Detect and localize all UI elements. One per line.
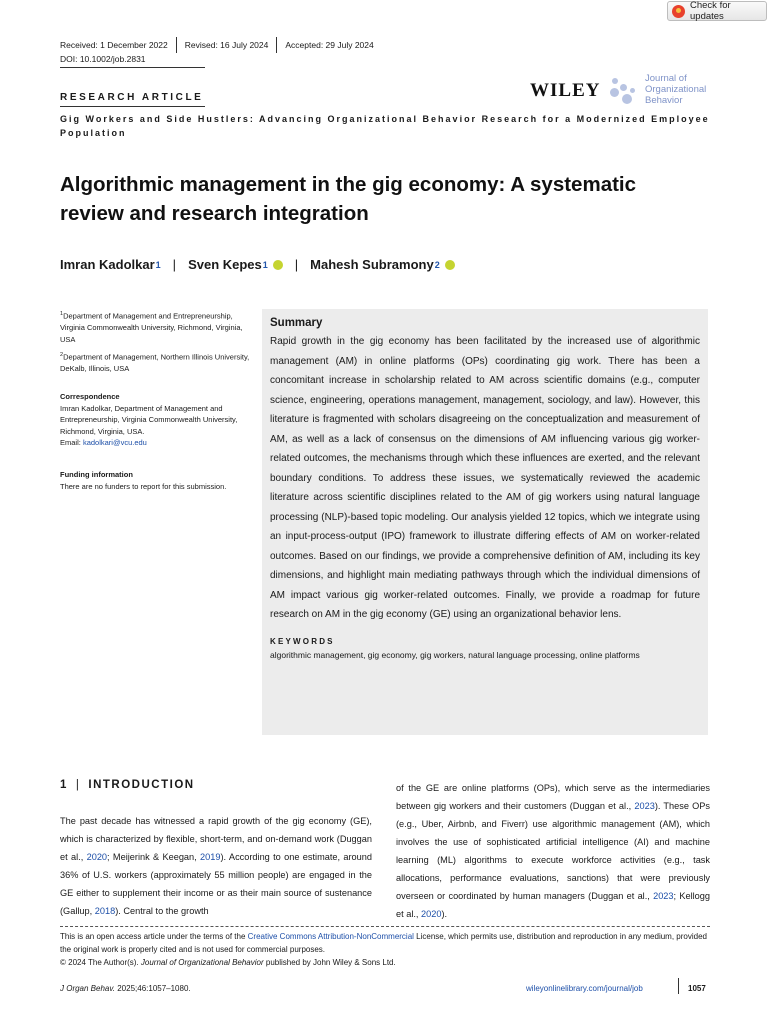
journal-logo-icon [610,76,638,106]
email-label: Email: [60,438,81,447]
section-heading [60,779,195,791]
summary-heading: Summary [270,317,323,329]
orcid-icon[interactable] [273,260,283,270]
article-type-divider [60,106,205,107]
author-affiliation-marker: 2 [434,259,440,270]
funding-text: There are no funders to report for this submission. [60,481,227,491]
summary-text: Rapid growth in the gig economy has been facilitated by the increased use of algorithmic management (AM) in online platforms (OPs) coordinating gig work. There has been a concomitant increase in scholarship related to AM across scientific domains (e.g., computer science, engineering, operations management, management, sociology, and law). However, this literature is fragmented with scholars disagreeing on the conceptualization and measurement of AM, as well as a lack of consensus on the dimensions of AM influencing various gig worker-related outcomes, the mechanisms through which these influences are exerted, and the relevant boundary conditions. To address these issues, we systematically reviewed the academic literature across scientific disciplines related to the AM of gig workers using natural language processing (NLP)-based topic modeling. Our analysis yielded 12 topics, which we integrate using an input-process-output (IPO) framework to illustrate differing effects of AM on worker-related outcomes. Based on our findings, we provide a comprehensive definition of AM, including its key dimensions, and highlight main mediating pathways through which the individual dimensions of AM impact various gig worker-related outcomes. Finally, we provide a roadmap for future research on AM in the gig economy (GE) using an organizational behavior lens. [270,336,700,620]
license-link[interactable]: Creative Commons Attribution-NonCommercial [247,932,414,941]
email-link[interactable]: kadolkari@vcu.edu [82,438,147,447]
summary-box [262,309,708,735]
article-title: Algorithmic management in the gig economy: A systematic review and research integration [60,173,637,225]
section-number: 1 [60,779,68,791]
journal-logo-line1: Journal of [645,73,687,84]
intro-paragraph-left: The past decade has witnessed a rapid growth of the gig economy (GE), which is characterized by flexible, short-term, and on-demand work (Duggan et al., 2020; Meijerink & Keegan, 2019). According to one estimate, around 36% of U.S. workers (approximately 55 million people) are engaged in the GE either to supplement their income or as their main source of sustenance (Gallup, 2018). Central to the growth [60,816,372,916]
wiley-logo: WILEY [530,80,601,101]
author-name[interactable]: Sven Kepes [188,257,262,272]
affiliation-1: $^1$Department of Management and Entrepreneurship, Virginia Commonwealth University, Richmond, Virginia, USA [60,311,243,344]
citation-link[interactable]: 2023 [634,801,655,811]
journal-logo-line2: Organizational [645,84,707,95]
author-affiliation-marker: 1 [262,259,268,270]
journal-url-link[interactable]: wileyonlinelibrary.com/journal/job [526,984,643,993]
license-notice: This is an open access article under the terms of the Creative Commons Attribution-NonCommercial License, which permits use, distribution and reproduction in any medium, provided the original work is properly cited and is not used for commercial purposes. © 2024 The Author(s). Journal of Organizational Behavior published by John Wiley & Sons Ltd. [60,932,707,967]
page-number: 1057 [688,984,706,993]
correspondence-text: Imran Kadolkar, Department of Management and Entrepreneurship, Virginia Commonwealth University, Richmond, Virginia, USA. [60,403,238,436]
funding-information [60,469,250,492]
orcid-icon[interactable] [445,260,455,270]
journal-name: Journal of Organizational Behavior [140,958,264,967]
keywords-text: algorithmic management, gig economy, gig workers, natural language processing, online platforms [270,649,640,660]
citation-link[interactable]: 2020 [86,852,108,862]
citation-link[interactable]: 2018 [94,906,116,916]
author-list [60,257,455,272]
check-for-updates-button[interactable] [667,1,767,21]
journal-logo-line3: Behavior [645,95,683,106]
accepted-date: Accepted: 29 July 2024 [276,37,381,53]
license-divider [60,926,710,927]
citation-link[interactable]: 2020 [421,909,442,919]
section-title: INTRODUCTION [88,779,195,791]
crossmark-icon [672,5,685,18]
correspondence-label: Correspondence [60,392,120,401]
funding-label: Funding information [60,470,133,479]
footer-citation: J Organ Behav. 2025;46:1057–1080. [60,984,191,993]
revised-date: Revised: 16 July 2024 [176,37,277,53]
journal-logo-text [645,73,706,106]
footer-divider [678,978,679,994]
author-name[interactable]: Imran Kadolkar [60,257,155,272]
doi[interactable]: DOI: 10.1002/job.2831 [60,54,146,64]
correspondence [60,391,250,449]
special-issue-title: Gig Workers and Side Hustlers: Advancing Organizational Behavior Research for a Modernized Employee Population [60,114,710,138]
author-affiliation-marker: 1 [155,259,161,270]
citation-link[interactable]: 2023 [653,891,674,901]
citation-link[interactable]: 2019 [200,852,221,862]
author-separator: | [172,257,177,272]
section-separator: | [75,779,81,791]
author-name[interactable]: Mahesh Subramony [310,257,434,272]
author-separator: | [294,257,299,272]
affiliation-2: $^2$Department of Management, Northern Illinois University, DeKalb, Illinois, USA [60,352,250,373]
check-for-updates-label: Check for updates [690,0,731,22]
article-type: RESEARCH ARTICLE [60,92,204,103]
intro-paragraph-right: of the GE are online platforms (OPs), which serve as the intermediaries between gig workers and their customers (Duggan et al., 2023). These OPs (e.g., Uber, Airbnb, and Fiverr) use algorithmic management (AM), which involves the use of sophisticated artificial intelligence (AI) and machine learning (ML) algorithms to execute workforce activities (e.g., task allocations, performance evaluations, sanctions) that were previously overseen or coordinated by human managers (Duggan et al., 2023; Kellogg et al., 2020). [396,783,710,919]
keywords-label: KEYWORDS [270,636,335,646]
article-dates [60,37,382,53]
header-divider [60,67,205,68]
received-date: Received: 1 December 2022 [60,40,168,50]
